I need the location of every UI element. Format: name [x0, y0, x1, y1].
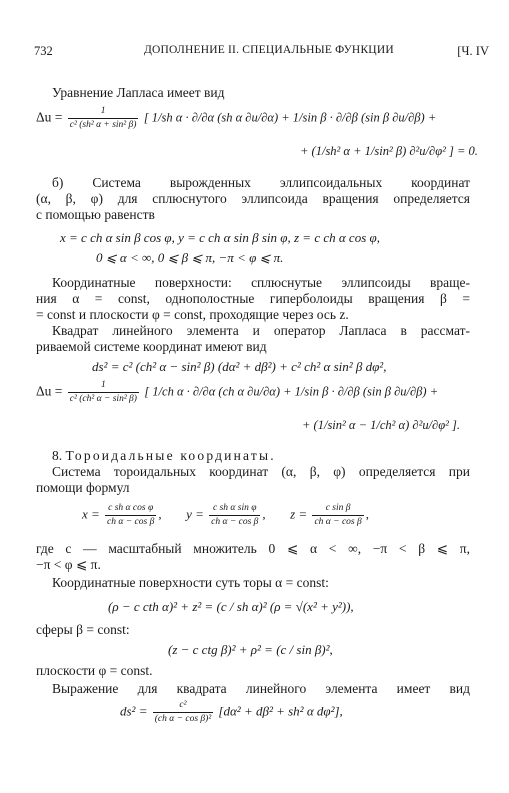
section-8-heading — [52, 448, 276, 464]
square-element-line-2: риваемой системе координат имеют вид — [36, 339, 267, 354]
ds2-fraction — [153, 700, 213, 725]
ds2-denominator: (ch α − cos β)² — [154, 714, 212, 724]
planes-text: плоскости φ = const. — [36, 663, 153, 678]
y-fraction — [209, 503, 260, 528]
y-denominator: ch α − cos β — [211, 517, 259, 527]
z-fraction — [312, 503, 363, 528]
scale-factor-line-2: −π < φ ⩽ π. — [36, 557, 101, 572]
laplace-lhs: Δu = — [36, 109, 63, 125]
running-title: ДОПОЛНЕНИЕ II. СПЕЦИАЛЬНЫЕ ФУНКЦИИ — [144, 44, 394, 56]
fraction-denominator: c² (ch² α − sin² β) — [69, 394, 137, 404]
oblate-coords-ranges: 0 ⩽ α < ∞, 0 ⩽ β ⩽ π, −π < φ ⩽ π. — [96, 250, 284, 265]
section-b-line-1: б) Система вырожденных эллипсоидальных координат — [52, 175, 470, 190]
ds2-rest: [dα² + dβ² + sh² α dφ²], — [218, 703, 343, 719]
z-denominator: ch α − cos β — [314, 517, 362, 527]
laplace-intro-text: Уравнение Лапласа имеет вид — [52, 85, 225, 100]
tori-equation: (ρ − c cth α)² + z² = (c / sh α)² (ρ = √(x² + y²)), — [108, 599, 354, 614]
y-lhs: y = — [186, 506, 204, 522]
laplace-oblate-line-2: + (1/sin² α − 1/ch² α) ∂²u/∂φ² ]. — [302, 418, 460, 432]
coord-surfaces-line-3: = const и плоскости φ = const, проходящие через ось z. — [36, 307, 349, 322]
scale-factor-line-1: где c — масштабный множитель 0 ⩽ α < ∞, −π < β ⩽ π, — [36, 541, 470, 556]
toroidal-coords-equation: x = $\frac{\text{c sh α cos φ}}{\text{ch α − cos β}}$ , y = $\frac{\text{c sh α sin φ}}{\text{ch α − cos β}}$ , z = $\frac{\text{c sin β}}{\text{ch α − cos β}}$ , — [82, 503, 369, 527]
laplace-bracket-terms: [ 1/sh α · ∂/∂α (sh α ∂u/∂α) + 1/sin β · ∂/∂β (sin β ∂u/∂β) + — [143, 110, 437, 125]
laplace-oblate-lhs: Δu = — [36, 383, 63, 399]
laplace-prefactor-fraction — [68, 106, 139, 131]
line-element-equation-toroidal — [120, 700, 343, 725]
x-lhs: x = — [82, 506, 100, 522]
fraction-denominator: c² (sh² α + sin² β) — [69, 120, 137, 130]
spheres-equation: (z − c ctg β)² + ρ² = (c / sin β)², — [168, 642, 333, 657]
fraction-numerator: 1 — [68, 106, 139, 119]
coord-surfaces-line-2: ния α = const, однополостные гиперболоиды вращения β = — [36, 291, 470, 306]
oblate-coords-equation: x = c ch α sin β cos φ, y = c ch α sin β sin φ, z = c ch α cos φ, — [60, 230, 380, 245]
z-numerator: c sin β — [312, 503, 363, 516]
laplace-oblate-bracket-terms: [ 1/ch α · ∂/∂α (ch α ∂u/∂α) + 1/sin β · ∂/∂β (sin β ∂u/∂β) + — [144, 384, 439, 399]
laplace-oblate-line-1 — [36, 380, 438, 405]
laplace-equation-line-1 — [36, 106, 436, 131]
section-8-number: 8. — [52, 448, 63, 463]
ds2-numerator: c² — [153, 700, 213, 713]
expression-intro: Выражение для квадрата линейного элемента имеет вид — [52, 681, 470, 696]
page-number: 732 — [34, 44, 53, 58]
coord-surfaces-line-1: Координатные поверхности: сплюснутые эллипсоиды враще- — [52, 275, 470, 290]
section-b-line-3: с помощью равенств — [36, 207, 155, 222]
spheres-intro: сферы β = const: — [36, 622, 130, 637]
tori-intro: Координатные поверхности суть торы α = const: — [52, 575, 329, 590]
laplace-oblate-prefactor — [68, 380, 139, 405]
laplace-equation-line-2: + (1/sh² α + 1/sin² β) ∂²u/∂φ² ] = 0. — [300, 144, 478, 158]
x-fraction — [105, 503, 156, 528]
toroidal-intro-line-2: помощи формул — [36, 480, 130, 495]
chapter-marker: [Ч. IV — [457, 44, 489, 58]
section-b-line-2: (α, β, φ) для сплюснутого эллипсоида вращения определяется — [36, 191, 470, 206]
z-lhs: z = — [290, 506, 308, 522]
section-8-title: Тороидальные координаты. — [65, 448, 276, 463]
x-denominator: ch α − cos β — [107, 517, 155, 527]
x-numerator: c sh α cos φ — [105, 503, 156, 516]
y-numerator: c sh α sin φ — [209, 503, 260, 516]
line-element-equation-oblate: ds² = c² (ch² α − sin² β) (dα² + dβ²) + c² ch² α sin² β dφ², — [92, 359, 387, 374]
fraction-numerator: 1 — [68, 380, 139, 393]
running-header — [34, 44, 489, 60]
toroidal-intro-line-1: Система тороидальных координат (α, β, φ) определяется при — [52, 464, 470, 479]
ds2-lhs: ds² = — [120, 703, 148, 719]
square-element-line-1: Квадрат линейного элемента и оператор Лапласа в рассмат- — [52, 323, 470, 338]
